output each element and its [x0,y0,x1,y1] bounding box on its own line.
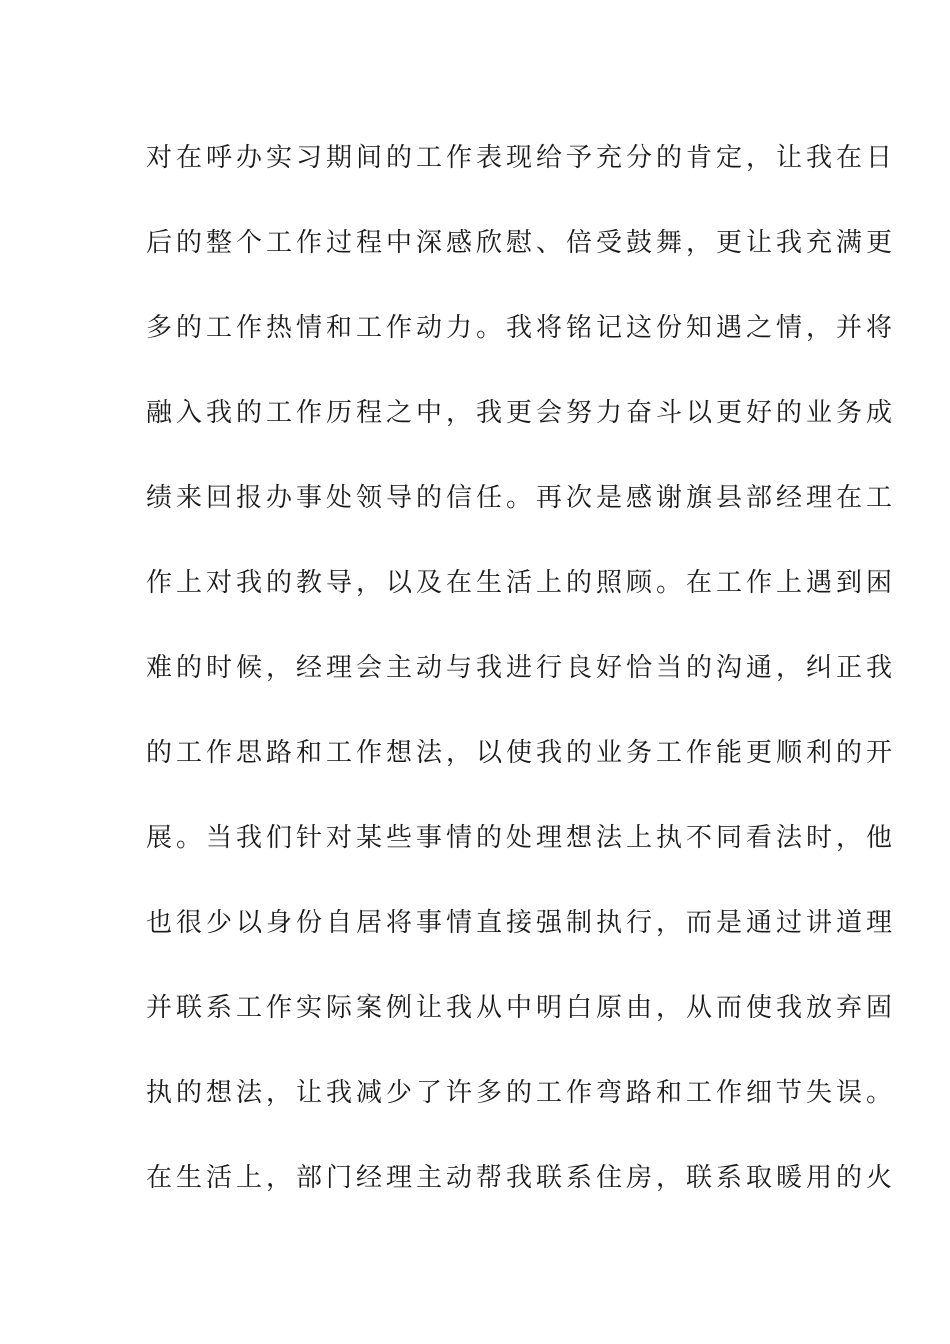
text-line-12: 执的想法，让我减少了许多的工作弯路和工作细节失误。 [146,1078,897,1108]
text-line-9: 展。当我们针对某些事情的处理想法上执不同看法时，他 [146,823,897,853]
text-line-8: 的工作思路和工作想法，以使我的业务工作能更顺利的开 [146,738,897,768]
text-line-7: 难的时候，经理会主动与我进行良好恰当的沟通，纠正我 [146,653,897,683]
text-line-11: 并联系工作实际案例让我从中明白原由，从而使我放弃固 [146,993,897,1023]
text-line-3: 多的工作热情和工作动力。我将铭记这份知遇之情，并将 [146,313,897,343]
text-line-2: 后的整个工作过程中深感欣慰、倍受鼓舞，更让我充满更 [146,228,897,258]
text-line-1: 对在呼办实习期间的工作表现给予充分的肯定，让我在日 [146,143,897,173]
text-line-5: 绩来回报办事处领导的信任。再次是感谢旗县部经理在工 [146,483,897,513]
text-line-4: 融入我的工作历程之中，我更会努力奋斗以更好的业务成 [146,398,897,428]
text-line-6: 作上对我的教导，以及在生活上的照顾。在工作上遇到困 [146,568,897,598]
text-line-10: 也很少以身份自居将事情直接强制执行，而是通过讲道理 [146,908,897,938]
text-line-13: 在生活上，部门经理主动帮我联系住房，联系取暖用的火 [146,1163,897,1193]
